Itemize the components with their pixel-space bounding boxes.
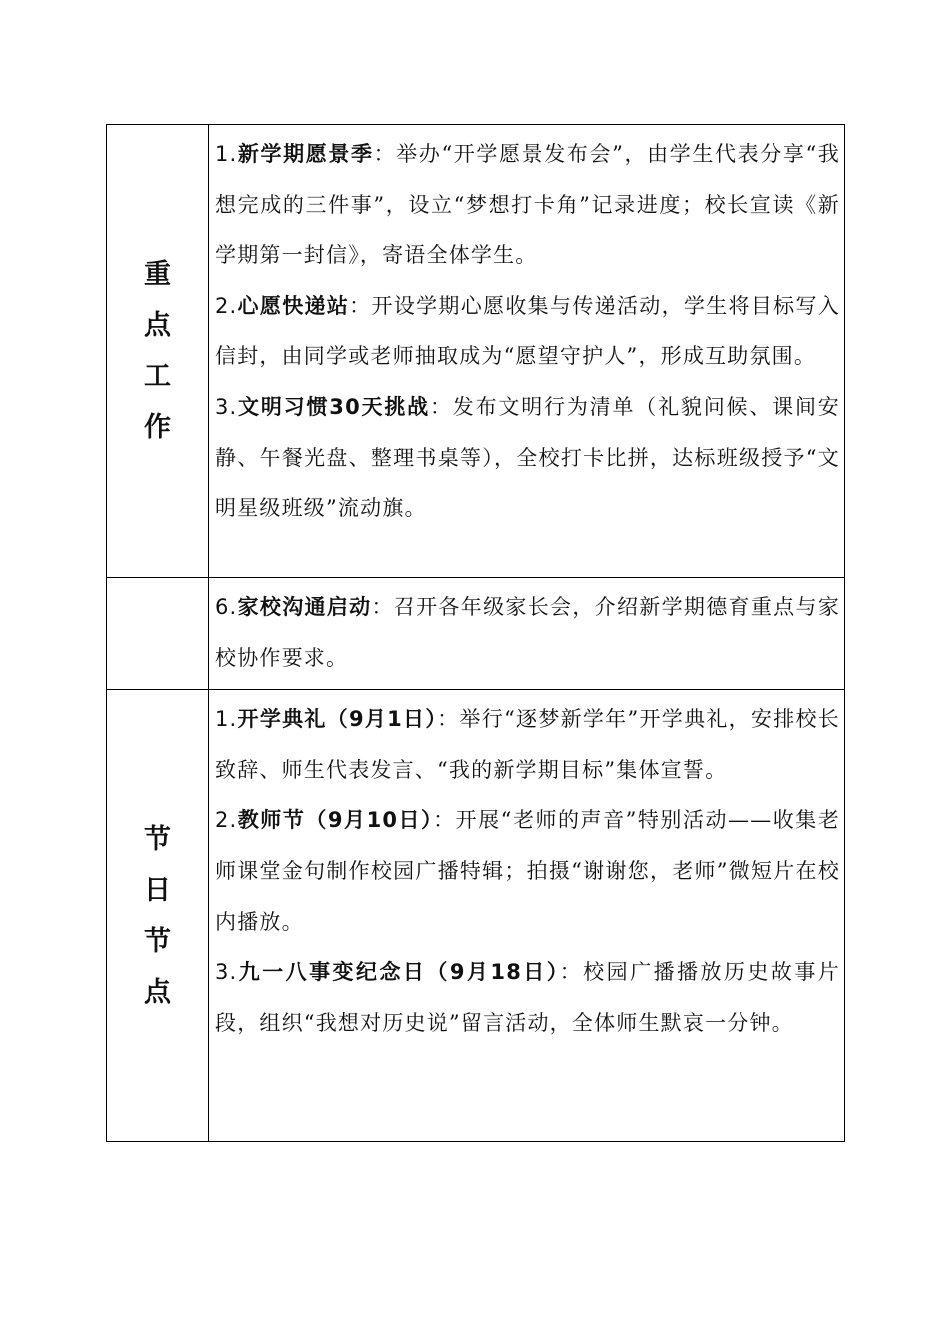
section-family-school	[107, 578, 845, 690]
section-content-cell	[209, 578, 845, 690]
item-title: 文明习惯30天挑战	[237, 394, 430, 419]
item-number: 2.	[215, 293, 238, 318]
section-festivals	[107, 690, 845, 1142]
item-number: 1.	[215, 142, 238, 166]
item-colon: ：	[373, 142, 397, 166]
item-text: 开设学期心愿收集与传递活动，学生将目标写入信封，由同学或老师抽取成为“愿望守护人”，形成互助氛围。	[215, 293, 841, 369]
list-item	[215, 795, 840, 947]
section-label: 重点工作	[143, 259, 171, 443]
list-item	[215, 947, 840, 1048]
item-text: 举办“开学愿景发布会”，由学生代表分享“我想完成的三件事”，设立“梦想打卡角”记录进度；校长宣读《新学期第一封信》，寄语全体学生。	[215, 142, 841, 268]
list-item	[215, 129, 840, 281]
item-text: 校园广播播放历史故事片段，组织“我想对历史说”留言活动，全体师生默哀一分钟。	[215, 960, 840, 1035]
item-number: 1.	[215, 707, 238, 732]
item-title: 开学典礼（9月1日）	[237, 707, 438, 732]
item-number: 6.	[215, 595, 238, 619]
item-title: 家校沟通启动	[237, 595, 372, 619]
item-colon: ：	[433, 808, 456, 833]
item-title: 新学期愿景季	[237, 142, 374, 166]
section-label-cell	[107, 690, 209, 1142]
item-text: 召开各年级家长会，介绍新学期德育重点与家校协作要求。	[215, 595, 841, 670]
item-text: 开展“老师的声音”特别活动——收集老师课堂金句制作校园广播特辑；拍摄“谢谢您，老师”微短片在校内播放。	[215, 808, 840, 934]
list-item	[215, 281, 840, 382]
item-number: 3.	[215, 960, 238, 985]
section-label-cell	[107, 125, 209, 578]
item-number: 2.	[215, 808, 238, 833]
item-text: 发布文明行为清单（礼貌问候、课间安静、午餐光盘、整理书桌等），全校打卡比拼，达标班级授予“文明星级班级”流动旗。	[215, 394, 840, 521]
item-colon: ：	[371, 595, 394, 619]
item-colon: ：	[349, 293, 372, 318]
section-label-cell	[107, 578, 209, 690]
list-item	[215, 382, 840, 534]
item-title: 教师节（9月10日）	[237, 808, 434, 833]
item-colon: ：	[437, 707, 460, 732]
list-item	[215, 582, 840, 683]
plan-table	[106, 124, 845, 1142]
item-colon: ：	[429, 394, 453, 419]
section-content-cell	[209, 690, 845, 1142]
list-item	[215, 694, 840, 795]
section-content-cell	[209, 125, 845, 578]
item-text: 举行“逐梦新学年”开学典礼，安排校长致辞、师生代表发言、“我的新学期目标”集体宣誓。	[215, 707, 841, 782]
section-key-work	[107, 125, 845, 578]
item-number: 3.	[215, 394, 238, 419]
item-title: 九一八事变纪念日（9月18日）	[237, 960, 560, 985]
item-colon: ：	[559, 960, 584, 985]
section-label: 节日节点	[143, 823, 171, 1008]
item-title: 心愿快递站	[237, 293, 350, 318]
